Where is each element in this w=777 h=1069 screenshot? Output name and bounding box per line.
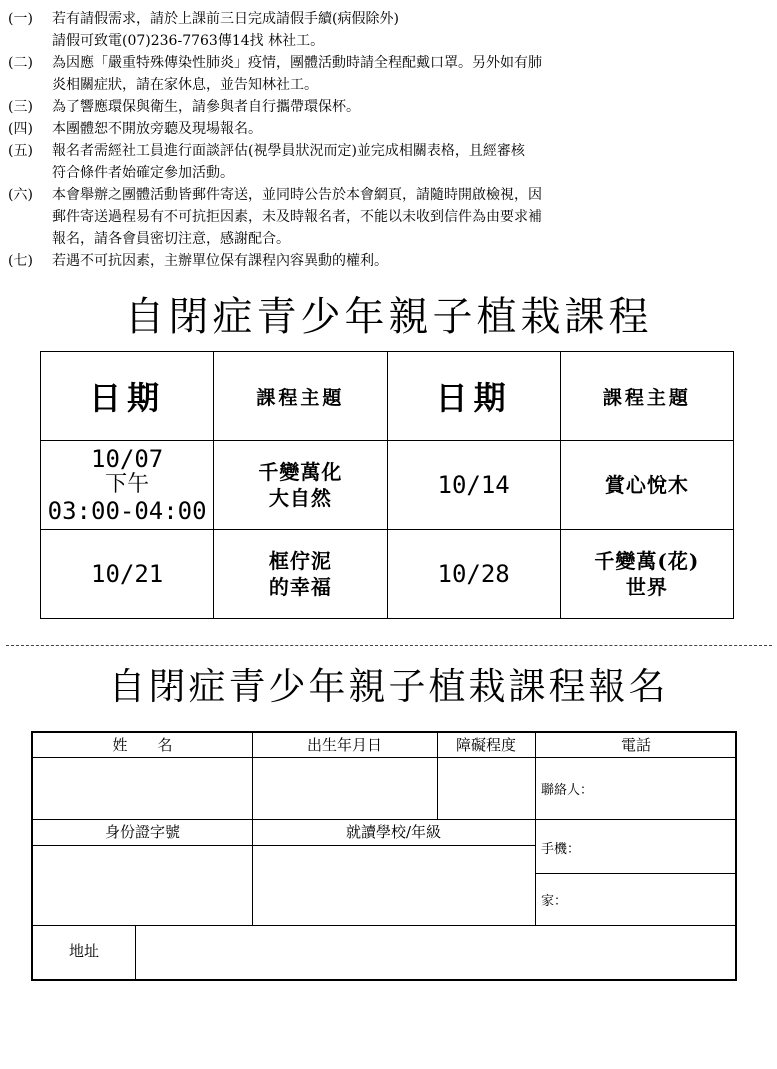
topic-line: 千變萬(花) bbox=[594, 549, 700, 573]
rule-continuation: 郵件寄送過程易有不可抗拒因素，未及時報名者，不能以未收到信件為由要求補 bbox=[52, 209, 542, 225]
birthday-label: 出生年月日 bbox=[306, 736, 382, 754]
topic-line: 大自然 bbox=[268, 486, 332, 510]
address-label: 地址 bbox=[68, 942, 99, 960]
signup-title: 自閉症青少年親子植栽課程報名 bbox=[108, 665, 669, 708]
session-date bbox=[41, 441, 214, 530]
rule-item bbox=[8, 52, 768, 96]
mobile-label: 手機： bbox=[541, 842, 581, 857]
disability-label: 障礙程度 bbox=[455, 736, 516, 754]
home-label: 家： bbox=[541, 894, 568, 909]
notice-rules bbox=[8, 8, 768, 272]
id-number-field[interactable] bbox=[33, 845, 252, 925]
rule-number: (七) bbox=[8, 253, 33, 269]
rule-number: (三) bbox=[8, 99, 33, 115]
date-text: 10/07 bbox=[91, 445, 164, 473]
time-period-text: 下午 bbox=[105, 472, 150, 497]
rule-continuation: 符合條件者始確定參加活動。 bbox=[52, 165, 234, 181]
table-row bbox=[41, 530, 734, 619]
rule-text: 若有請假需求，請於上課前三日完成請假手續(病假除外) bbox=[52, 11, 399, 27]
table-header-row bbox=[41, 352, 734, 441]
mobile-field[interactable] bbox=[535, 819, 737, 873]
topic-line: 框佇泥 bbox=[268, 549, 332, 573]
session-date: 10/28 bbox=[387, 530, 560, 619]
header-topic: 課程主題 bbox=[560, 352, 733, 441]
session-date: 10/14 bbox=[387, 441, 560, 530]
table-row bbox=[41, 441, 734, 530]
rule-continuation: 炎相關症狀，請在家休息，並告知林社工。 bbox=[52, 77, 318, 93]
rule-text: 為因應「嚴重特殊傳染性肺炎」疫情，團體活動時請全程配戴口罩。另外如有肺 bbox=[52, 55, 542, 71]
session-date: 10/21 bbox=[41, 530, 214, 619]
rule-number: (五) bbox=[8, 143, 33, 159]
school-label: 就讀學校/年級 bbox=[345, 823, 442, 841]
rule-item bbox=[8, 250, 768, 272]
rule-text: 若遇不可抗因素，主辦單位保有課程內容異動的權利。 bbox=[52, 253, 388, 269]
topic-line: 世界 bbox=[625, 575, 668, 599]
disability-field[interactable] bbox=[437, 757, 535, 819]
topic-line: 千變萬化 bbox=[258, 460, 343, 484]
name-label: 姓 名 bbox=[112, 736, 173, 754]
rule-item bbox=[8, 96, 768, 118]
session-topic bbox=[214, 530, 387, 619]
cut-line-divider bbox=[6, 645, 772, 646]
name-field[interactable] bbox=[33, 757, 252, 819]
birthday-field[interactable] bbox=[252, 757, 437, 819]
time-range-text: 03:00-04:00 bbox=[47, 497, 207, 525]
rule-continuation: 報名，請各會員密切注意，感謝配合。 bbox=[52, 231, 290, 247]
session-topic bbox=[560, 530, 733, 619]
home-phone-field[interactable] bbox=[535, 873, 737, 925]
rule-text: 本團體恕不開放旁聽及現場報名。 bbox=[52, 121, 262, 137]
topic-line: 的幸福 bbox=[268, 575, 332, 599]
rule-item bbox=[8, 118, 768, 140]
contact-label: 聯絡人： bbox=[541, 783, 594, 798]
rule-number: (六) bbox=[8, 187, 33, 203]
rule-text: 為了響應環保與衛生，請參與者自行攜帶環保杯。 bbox=[52, 99, 360, 115]
rule-number: (一) bbox=[8, 11, 33, 27]
header-topic: 課程主題 bbox=[214, 352, 387, 441]
phone-label: 電話 bbox=[620, 736, 651, 754]
contact-field[interactable] bbox=[535, 757, 737, 819]
rule-number: (二) bbox=[8, 55, 33, 71]
header-date: 日期 bbox=[387, 352, 560, 441]
address-field[interactable] bbox=[135, 925, 735, 979]
school-field[interactable] bbox=[252, 845, 535, 925]
rule-item bbox=[8, 8, 768, 52]
signup-form bbox=[31, 731, 737, 981]
rule-text: 本會舉辦之團體活動皆郵件寄送，並同時公告於本會網頁，請隨時開啟檢視，因 bbox=[52, 187, 542, 203]
header-date: 日期 bbox=[41, 352, 214, 441]
rule-continuation: 請假可致電(07)236-7763傳14找 林社工。 bbox=[52, 33, 325, 49]
session-topic bbox=[214, 441, 387, 530]
rule-item bbox=[8, 184, 768, 250]
rule-number: (四) bbox=[8, 121, 33, 137]
session-topic: 賞心悅木 bbox=[560, 441, 733, 530]
course-schedule-table bbox=[40, 351, 734, 619]
rule-item bbox=[8, 140, 768, 184]
rule-text: 報名者需經社工員進行面談評估(視學員狀況而定)並完成相關表格，且經審核 bbox=[52, 143, 525, 159]
course-title: 自閉症青少年親子植栽課程 bbox=[124, 294, 653, 340]
id-number-label: 身份證字號 bbox=[104, 823, 180, 841]
